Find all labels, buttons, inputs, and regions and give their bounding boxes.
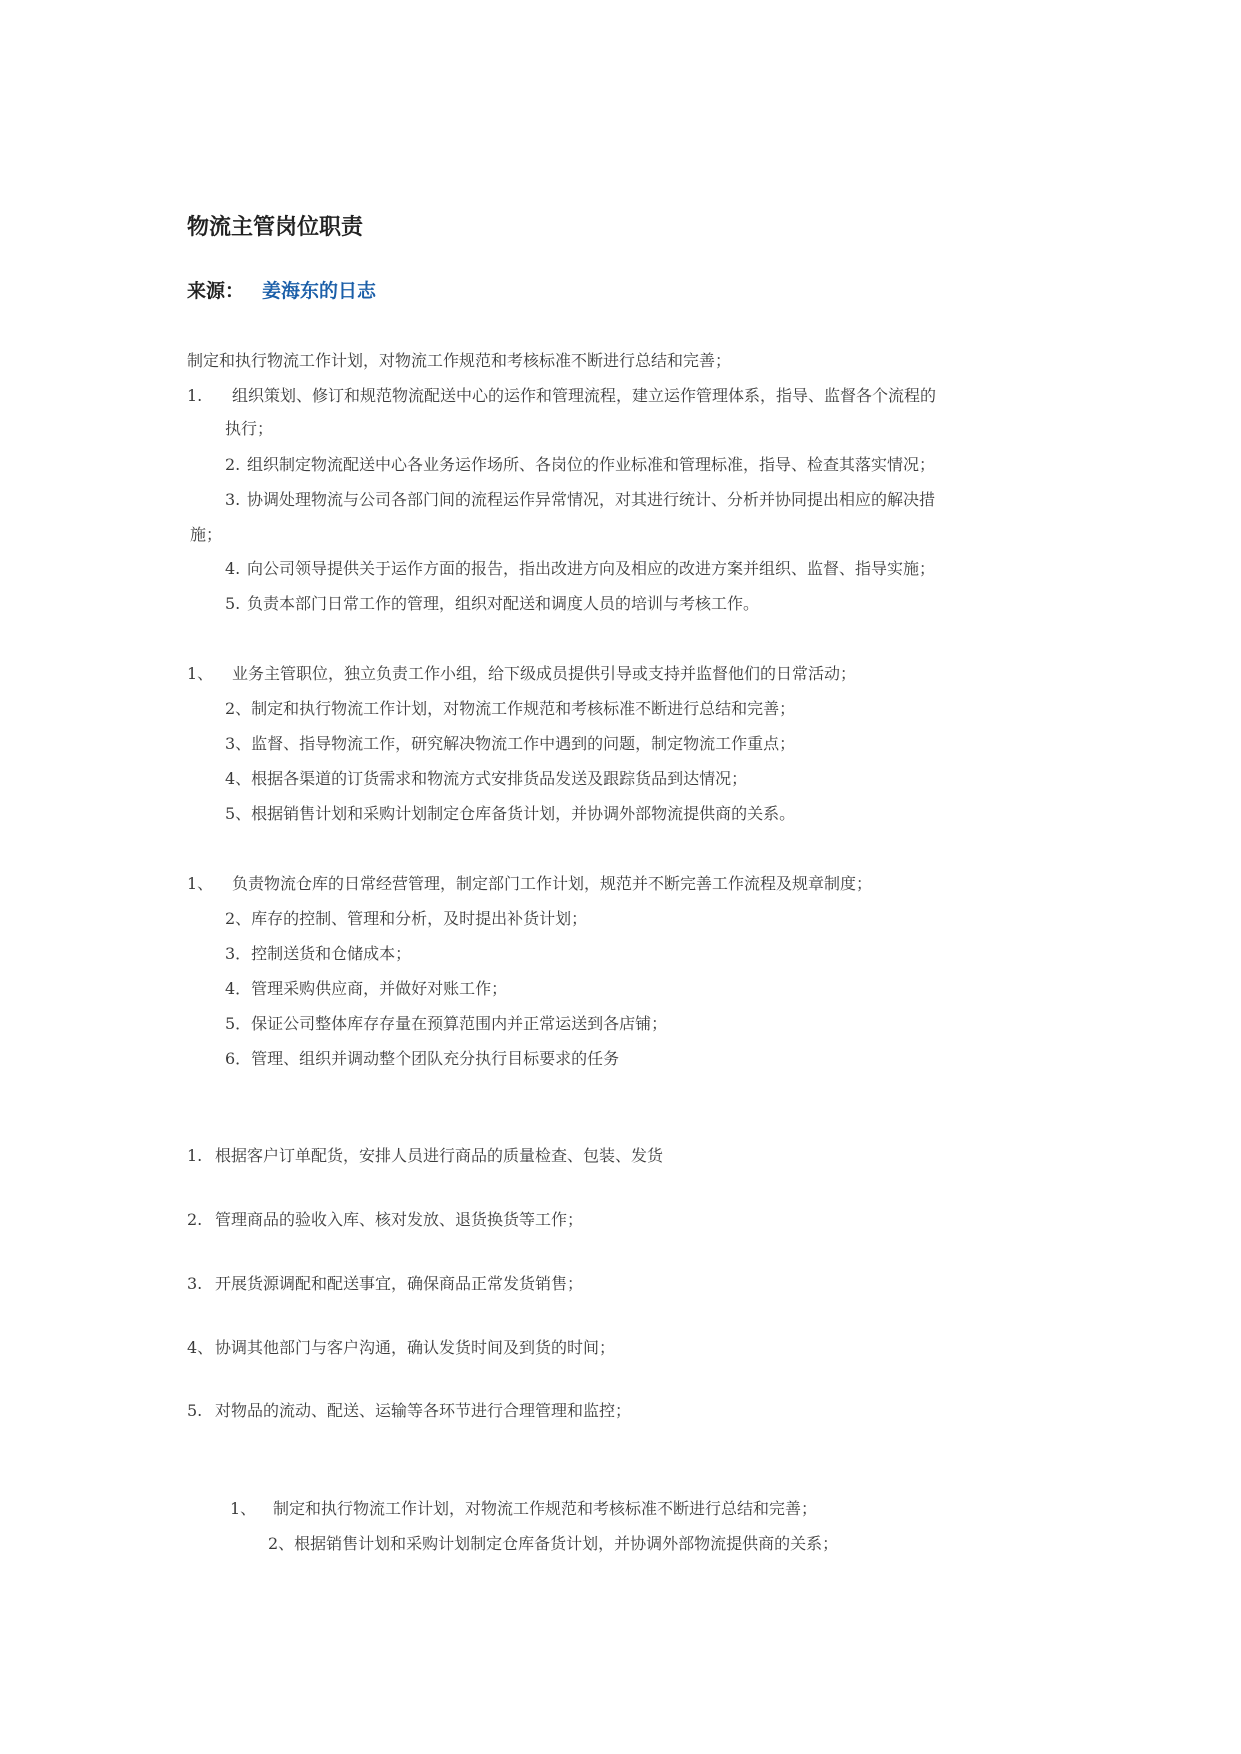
list-item-text: 管理商品的验收入库、核对发放、退货换货等工作；: [215, 1210, 584, 1229]
list-item: [187, 1145, 663, 1167]
list-item: [187, 385, 936, 407]
list-item-number: 2.: [187, 1210, 203, 1229]
list-item: [230, 1498, 817, 1520]
list-item: [225, 489, 935, 511]
list-item-number: 1、: [187, 664, 214, 683]
list-item-text: 负责本部门日常工作的管理，组织对配送和调度人员的培训与考核工作。: [247, 594, 760, 613]
list-item: [187, 1209, 583, 1231]
list-item: [187, 1337, 615, 1359]
list-item-text: 组织策划、修订和规范物流配送中心的运作和管理流程，建立运作管理体系，指导、监督各个流程的: [232, 386, 937, 405]
list-item-text: 协调处理物流与公司各部门间的流程运作异常情况，对其进行统计、分析并协同提出相应的解决措: [247, 490, 936, 509]
list-item-number: 1.: [187, 386, 203, 405]
list-item: [187, 1400, 631, 1422]
list-item: 5、根据销售计划和采购计划制定仓库备货计划，并协调外部物流提供商的关系。: [225, 804, 796, 823]
list-item: 6．管理、组织并调动整个团队充分执行目标要求的任务: [225, 1049, 620, 1068]
section1-intro: 制定和执行物流工作计划，对物流工作规范和考核标准不断进行总结和完善；: [187, 351, 732, 370]
list-item: [187, 663, 856, 685]
list-item-text: 制定和执行物流工作计划，对物流工作规范和考核标准不断进行总结和完善；: [273, 1499, 818, 1518]
list-item: 2、根据销售计划和采购计划制定仓库备货计划，并协调外部物流提供商的关系；: [268, 1534, 839, 1553]
page-title: 物流主管岗位职责: [187, 215, 364, 240]
list-item-number: 1、: [230, 1499, 257, 1518]
list-item-text: 对物品的流动、配送、运输等各环节进行合理管理和监控；: [215, 1401, 632, 1420]
list-item: 2、库存的控制、管理和分析，及时提出补货计划；: [225, 909, 588, 928]
list-item-continuation: 施；: [190, 525, 223, 544]
list-item-number: 4、: [187, 1338, 214, 1357]
list-item-text: 开展货源调配和配送事宜，确保商品正常发货销售；: [215, 1274, 584, 1293]
list-item-number: 5.: [225, 594, 241, 613]
list-item: 4．管理采购供应商，并做好对账工作；: [225, 979, 508, 998]
source-label: 来源：: [187, 280, 245, 302]
list-item-text: 向公司领导提供关于运作方面的报告，指出改进方向及相应的改进方案并组织、监督、指导实施；: [247, 559, 936, 578]
list-item: 5．保证公司整体库存存量在预算范围内并正常运送到各店铺；: [225, 1014, 668, 1033]
list-item: 3、监督、指导物流工作，研究解决物流工作中遇到的问题，制定物流工作重点；: [225, 734, 796, 753]
list-item-number: 1、: [187, 874, 214, 893]
source-line: [187, 276, 376, 303]
list-item-text: 负责物流仓库的日常经营管理，制定部门工作计划，规范并不断完善工作流程及规章制度；: [232, 874, 873, 893]
list-item: [187, 1273, 583, 1295]
list-item-number: 4.: [225, 559, 241, 578]
list-item: [225, 558, 935, 580]
list-item-number: 3.: [187, 1274, 203, 1293]
list-item-text: 业务主管职位，独立负责工作小组，给下级成员提供引导或支持并监督他们的日常活动；: [232, 664, 857, 683]
list-item-text: 协调其他部门与客户沟通，确认发货时间及到货的时间；: [215, 1338, 616, 1357]
list-item: [225, 593, 759, 615]
list-item: [225, 454, 935, 476]
list-item-continuation: 执行；: [225, 419, 274, 438]
list-item: 4、根据各渠道的订货需求和物流方式安排货品发送及跟踪货品到达情况；: [225, 769, 748, 788]
list-item-text: 根据客户订单配货，安排人员进行商品的质量检查、包装、发货: [215, 1146, 664, 1165]
list-item-text: 组织制定物流配送中心各业务运作场所、各岗位的作业标准和管理标准，指导、检查其落实情况；: [247, 455, 936, 474]
list-item: 3．控制送货和仓储成本；: [225, 944, 412, 963]
list-item-number: 3.: [225, 490, 241, 509]
list-item-number: 2.: [225, 455, 241, 474]
list-item: 2、制定和执行物流工作计划，对物流工作规范和考核标准不断进行总结和完善；: [225, 699, 796, 718]
source-author-link[interactable]: 姜海东的日志: [262, 280, 377, 302]
list-item: [187, 873, 872, 895]
list-item-number: 5.: [187, 1401, 203, 1420]
list-item-number: 1.: [187, 1146, 203, 1165]
